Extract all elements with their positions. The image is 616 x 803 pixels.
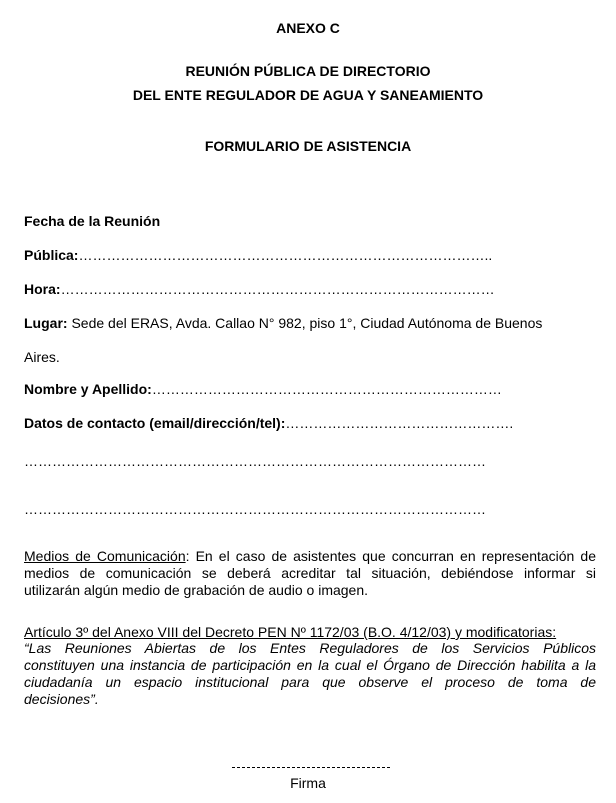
- nombre-label: Nombre y Apellido:: [24, 381, 152, 397]
- meeting-title-line2: DEL ENTE REGULADOR DE AGUA Y SANEAMIENTO: [132, 87, 484, 103]
- signature-label: Firma: [290, 775, 326, 791]
- contacto-row: [24, 415, 513, 431]
- extra-fill-line-2[interactable]: ………………………………………………………………………………………: [24, 501, 486, 517]
- medios-line-3: utilizarán algún medio de grabación de audio o imagen.: [24, 582, 369, 598]
- lugar-value-continued: Aires.: [24, 349, 60, 365]
- contacto-fill-line[interactable]: ………………………………………….: [285, 415, 514, 431]
- publica-row: [24, 247, 492, 263]
- hora-label: Hora:: [24, 281, 61, 297]
- articulo-quote-line-2: constituyen una instancia de participación en la cual el Órgano de Dirección habilita a la: [24, 657, 596, 673]
- fecha-label: Fecha de la Reunión: [24, 213, 161, 229]
- medios-line-1: [24, 548, 596, 564]
- articulo-quote-line-1: “Las Reuniones Abiertas de los Entes Reguladores de los Servicios Públicos: [24, 640, 596, 656]
- publica-label: Pública:: [24, 247, 79, 263]
- annex-title: ANEXO C: [276, 20, 340, 36]
- lugar-value: Sede del ERAS, Avda. Callao N° 982, piso 1°, Ciudad Autónoma de Buenos: [67, 315, 543, 331]
- hora-fill-line[interactable]: …………………………………………………………………………………: [60, 281, 495, 297]
- hora-row: [24, 281, 495, 297]
- contacto-label: Datos de contacto (email/dirección/tel):: [24, 415, 286, 431]
- articulo-heading: Artículo 3º del Anexo VIII del Decreto PEN Nº 1172/03 (B.O. 4/12/03) y modificatorias:: [24, 624, 557, 640]
- articulo-quote-line-4: decisiones”.: [24, 691, 99, 707]
- form-title: FORMULARIO DE ASISTENCIA: [204, 138, 412, 154]
- signature-line[interactable]: [232, 767, 390, 768]
- publica-fill-line[interactable]: ……………………………………………………………………………..: [78, 247, 493, 263]
- medios-line1-rest: : En el caso de asistentes que concurran en representación de: [185, 548, 596, 564]
- extra-fill-line-1[interactable]: ………………………………………………………………………………………: [24, 453, 486, 469]
- articulo-quote-line-3: ciudadanía un espacio institucional para que observe el proceso de toma de: [24, 674, 596, 690]
- medios-line-2: medios de comunicación se deberá acreditar tal situación, debiéndose informar si: [24, 565, 596, 581]
- lugar-row: [24, 315, 542, 331]
- lugar-label: Lugar:: [24, 315, 68, 331]
- nombre-fill-line[interactable]: …………………………………………………………………: [151, 381, 502, 397]
- medios-heading: Medios de Comunicación: [24, 548, 186, 564]
- meeting-title-line1: REUNIÓN PÚBLICA DE DIRECTORIO: [185, 63, 431, 79]
- nombre-row: [24, 381, 502, 397]
